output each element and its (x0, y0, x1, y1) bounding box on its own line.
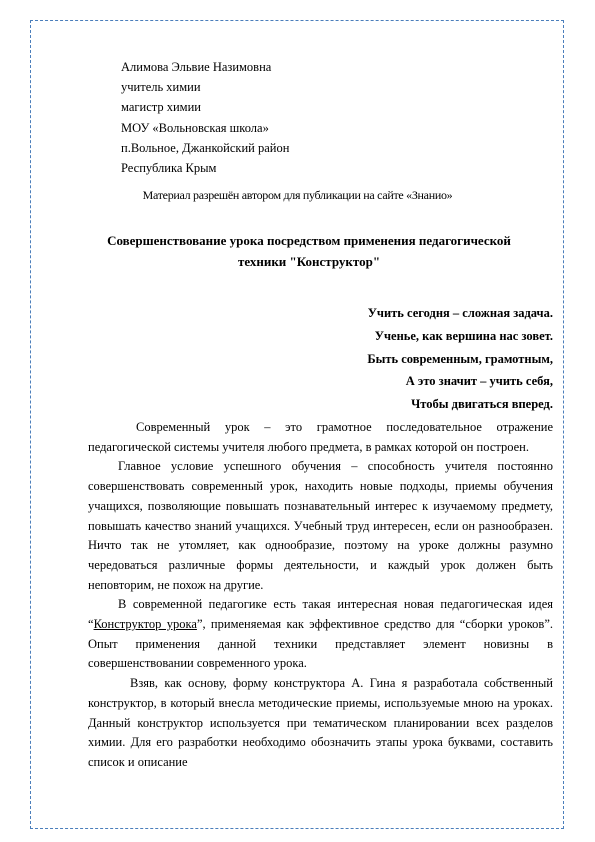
paragraph-3-end: ”, применяемая как эффективное средство для “сборки уроков”. Опыт применения данной техники представляет элемент новизны в совершенствовании современного урока. (88, 617, 553, 671)
author-region: Республика Крым (121, 161, 217, 176)
author-block (121, 57, 289, 178)
epigraph-line: А это значит – учить себя, (405, 374, 553, 389)
paragraph-4: Взяв, как основу, форму конструктора А. Гина я разработала собственный конструктор, в который внесла методические приемы, используемые мною на уроках. Данный конструктор используется при тематическом планировании всех разделов химии. Для его разработки необходимо обозначить этапы урока буквами, составить список и описание (88, 676, 553, 769)
author-school: МОУ «Вольновская школа» (121, 120, 269, 135)
constructor-term: Конструктор урока (93, 617, 197, 632)
document-title: Совершенствование урока посредством применения педагогической техники "Конструктор" (107, 233, 511, 269)
epigraph-line: Учить сегодня – сложная задача. (367, 306, 553, 320)
author-degree: магистр химии (121, 100, 201, 115)
paragraph-3 (88, 595, 553, 674)
epigraph-line: Ученье, как вершина нас зовет. (374, 328, 553, 343)
epigraph-line: Быть современным, грамотным, (367, 351, 553, 366)
author-name: Алимова Эльвие Назимовна (121, 60, 272, 74)
epigraph (367, 302, 553, 416)
publication-permission: Материал разрешён автором для публикации на сайте «Знанио» (142, 188, 453, 202)
paragraph-1: Современный урок – это грамотное последовательное отражение педагогической системы учителя любого предмета, в рамках которой он построен. (88, 420, 553, 454)
paragraph-3-start: В современной педагогике есть такая интересная новая педагогическая идея “ (88, 597, 553, 632)
paragraph-2: Главное условие успешного обучения – способность учителя постоянно совершенствовать современный урок, находить новые подходы, приемы обучения учащихся, позволяющие повышать познавательный интерес к изучаемому предмету, повышать качество знаний учащихся. Учебный труд интересен, если он разнообразен. Ничто так не утомляет, как однообразие, поэтому на уроке должны разумно чередоваться различные формы деятельности, и каждый урок должен быть неповторим, не похож на другие. (88, 459, 553, 592)
body-text (88, 418, 553, 773)
author-position: учитель химии (121, 80, 201, 95)
epigraph-line: Чтобы двигаться вперед. (411, 397, 553, 412)
author-locality: п.Вольное, Джанкойский район (121, 140, 290, 155)
